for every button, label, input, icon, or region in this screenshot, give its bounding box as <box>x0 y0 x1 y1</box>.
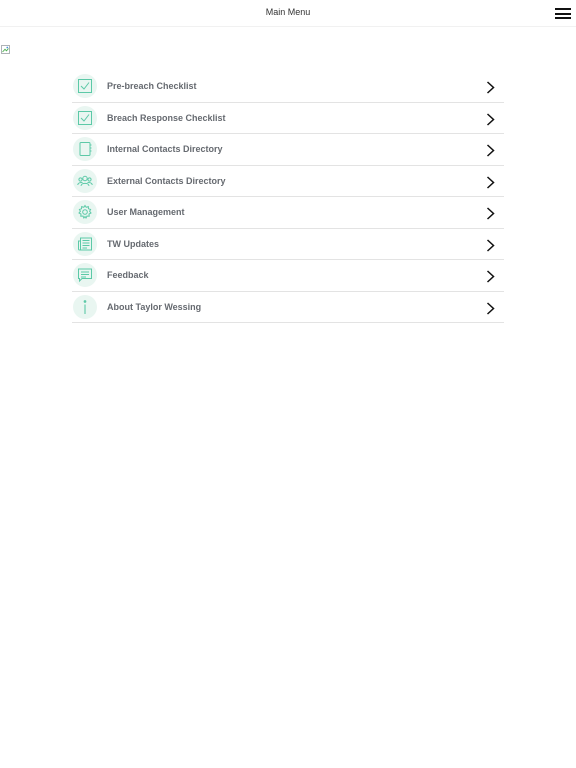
address-book-icon <box>73 137 97 161</box>
info-icon <box>73 295 97 319</box>
menu-item-label: Breach Response Checklist <box>107 112 226 123</box>
menu-item-external-contacts-directory[interactable] <box>72 166 504 198</box>
menu-item-user-management[interactable] <box>72 197 504 229</box>
chevron-right-icon <box>486 176 495 189</box>
page-title: Main Menu <box>265 7 311 17</box>
chevron-right-icon <box>486 144 495 157</box>
menu-item-tw-updates[interactable] <box>72 229 504 261</box>
newspaper-icon <box>73 232 97 256</box>
menu-item-label: TW Updates <box>107 238 160 249</box>
chevron-right-icon <box>486 207 495 220</box>
hamburger-menu-icon[interactable] <box>555 8 571 19</box>
feedback-icon <box>73 263 97 287</box>
menu-item-label: Feedback <box>107 270 149 280</box>
menu-item-internal-contacts-directory[interactable] <box>72 134 504 166</box>
gear-icon <box>73 200 97 224</box>
menu-item-breach-response-checklist[interactable] <box>72 103 504 135</box>
checklist-icon <box>73 74 97 98</box>
menu-item-feedback[interactable] <box>72 260 504 292</box>
menu-item-label: About Taylor Wessing <box>107 301 202 312</box>
people-group-icon <box>73 169 97 193</box>
chevron-right-icon <box>486 81 495 94</box>
checklist-icon <box>73 106 97 130</box>
menu-item-label: Internal Contacts Directory <box>107 144 223 154</box>
menu-item-label: Pre-breach Checklist <box>107 81 197 91</box>
main-menu-list <box>72 71 504 323</box>
chevron-right-icon <box>486 239 495 252</box>
menu-item-about-taylor-wessing[interactable] <box>72 292 504 324</box>
menu-item-pre-breach-checklist[interactable] <box>72 71 504 103</box>
chevron-right-icon <box>486 270 495 283</box>
app-header <box>0 0 576 27</box>
broken-image-icon <box>1 45 10 54</box>
menu-item-label: User Management <box>107 207 185 217</box>
chevron-right-icon <box>486 113 495 126</box>
chevron-right-icon <box>486 302 495 315</box>
menu-item-label: External Contacts Directory <box>107 175 226 186</box>
